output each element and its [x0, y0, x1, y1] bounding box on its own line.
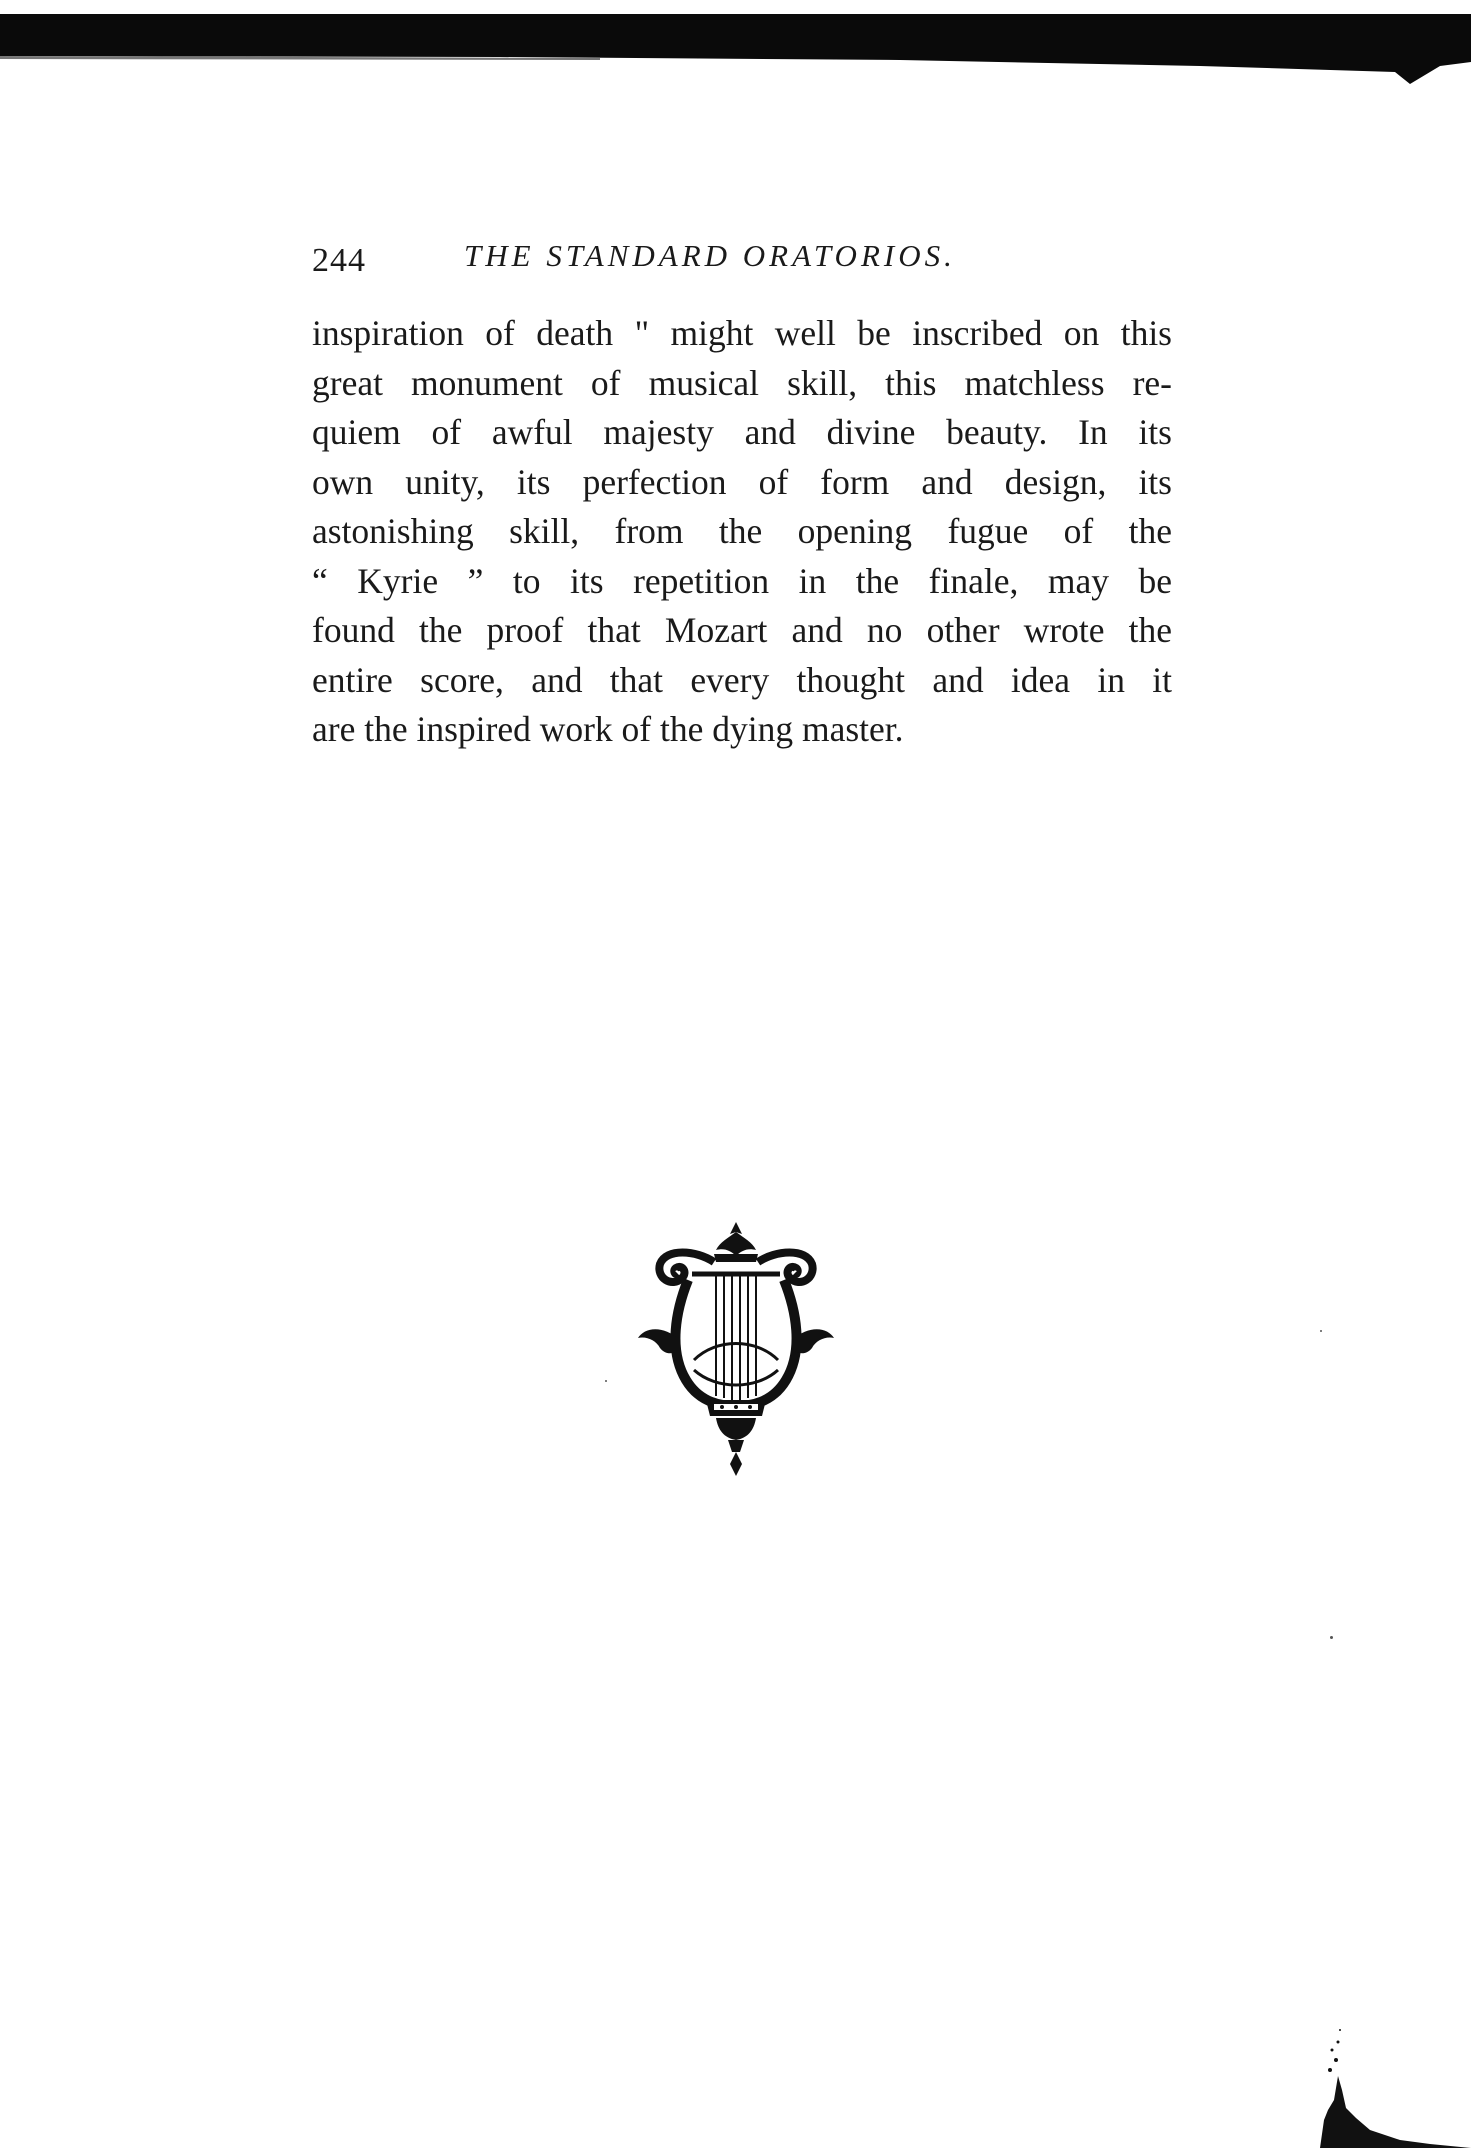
page-header	[312, 238, 1172, 288]
page-number: 244	[312, 242, 366, 279]
text-line: own unity, its perfection of form and design, its	[312, 461, 1172, 502]
text-line: entire score, and that every thought and idea in it	[312, 659, 1172, 700]
text-line: found the proof that Mozart and no other wrote the	[312, 610, 1172, 650]
text-line: astonishing skill, from the opening fugue of the	[312, 511, 1172, 551]
scan-corner-artifact	[1290, 1990, 1471, 2148]
body-paragraph	[312, 309, 1172, 755]
text-line: quiem of awful majesty and divine beauty. In its	[312, 412, 1172, 452]
scan-edge-bar	[0, 0, 1471, 90]
running-title: THE STANDARD ORATORIOS.	[464, 238, 956, 273]
text-line: are the inspired work of the dying master.	[312, 709, 904, 749]
text-line: great monument of musical skill, this matchless re-	[312, 362, 1172, 403]
scan-speck	[1320, 1330, 1322, 1332]
scan-speck	[1330, 1636, 1333, 1639]
text-line: “ Kyrie ” to its repetition in the finale, may be	[312, 560, 1172, 601]
text-line: inspiration of death " might well be inscribed on this	[312, 313, 1172, 353]
lyre-icon	[636, 1220, 836, 1480]
scan-speck	[605, 1380, 607, 1382]
